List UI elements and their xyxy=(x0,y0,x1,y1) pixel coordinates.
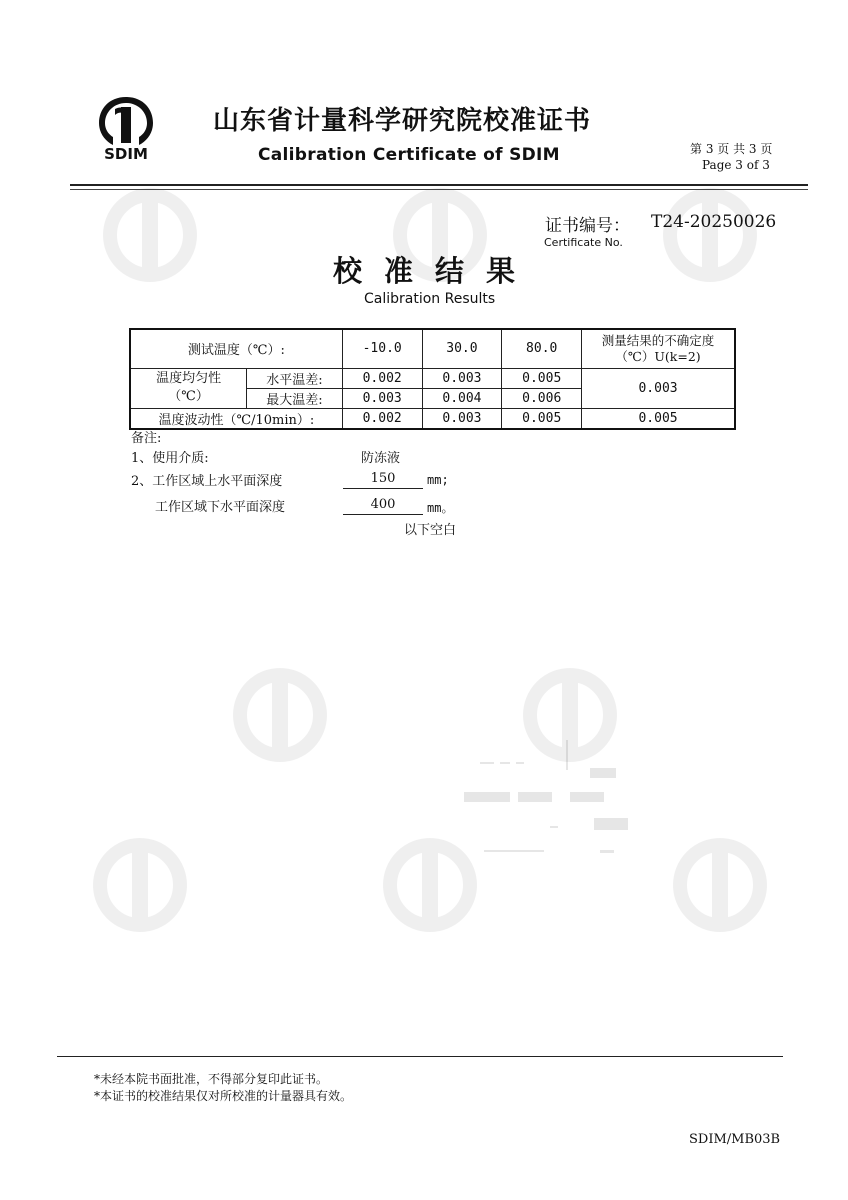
header-rule-thin xyxy=(70,189,808,190)
value-cell: 0.005 xyxy=(502,368,582,388)
header-rule-thick xyxy=(70,184,808,186)
certificate-number-label: 证书编号： xyxy=(545,216,630,236)
calibration-results-table xyxy=(129,328,736,430)
footer-note-2: *本证书的校准结果仅对所校准的计量器具有效。 xyxy=(94,1089,353,1103)
section-title-en: Calibration Results xyxy=(364,291,496,307)
notes-title: 备注: xyxy=(131,431,162,446)
uniformity-label-line1: 温度均匀性 xyxy=(156,371,222,386)
temp-cell: 30.0 xyxy=(422,329,502,368)
uncertainty-header-line1: 测量结果的不确定度 xyxy=(601,332,715,348)
fluctuation-label: 温度波动性（℃/10min）: xyxy=(130,408,342,429)
lower-depth-label: 工作区域下水平面深度 xyxy=(155,500,286,515)
logo-text: SDIM xyxy=(104,145,148,163)
uncertainty-header-line2: （℃）U(k=2) xyxy=(615,348,701,364)
watermark-logo xyxy=(650,180,770,300)
title-en: Calibration Certificate of SDIM xyxy=(258,145,560,165)
lower-depth-value: 400 xyxy=(343,497,423,515)
watermark-logo xyxy=(80,830,200,950)
upper-depth-label: 2、工作区域上水平面深度 xyxy=(131,474,283,489)
uncertainty-header xyxy=(582,329,735,368)
watermark-logo xyxy=(90,180,210,300)
certificate-number-label-en: Certificate No. xyxy=(544,236,623,249)
footer-note-1: *未经本院书面批准，不得部分复印此证书。 xyxy=(94,1072,329,1086)
uniformity-label xyxy=(130,368,247,408)
medium-value: 防冻液 xyxy=(361,451,401,466)
value-cell: 0.004 xyxy=(422,388,502,408)
value-cell: 0.002 xyxy=(342,368,422,388)
upper-depth-value: 150 xyxy=(343,471,423,489)
max-diff-label: 最大温差: xyxy=(247,388,343,408)
section-title-cn: 校准结果 xyxy=(333,254,538,288)
page-number-en: Page 3 of 3 xyxy=(702,158,770,172)
faded-stamp-graphic xyxy=(460,740,640,860)
uniformity-uncertainty: 0.003 xyxy=(582,368,735,408)
sdim-logo xyxy=(95,93,157,163)
value-cell: 0.006 xyxy=(502,388,582,408)
table-row xyxy=(130,408,735,429)
value-cell: 0.002 xyxy=(342,408,422,429)
temp-cell: 80.0 xyxy=(502,329,582,368)
page-number-cn: 第 3 页 共 3 页 xyxy=(690,142,773,156)
value-cell: 0.003 xyxy=(422,368,502,388)
lower-depth-unit: mm。 xyxy=(427,501,454,515)
value-cell: 0.003 xyxy=(342,388,422,408)
value-cell: 0.003 xyxy=(422,408,502,429)
temp-cell: -10.0 xyxy=(342,329,422,368)
table-row xyxy=(130,368,735,388)
footer-rule xyxy=(57,1056,783,1057)
title-cn: 山东省计量科学研究院校准证书 xyxy=(213,106,592,136)
uniformity-label-line2: （℃） xyxy=(168,389,209,404)
watermark-logo xyxy=(220,660,340,780)
medium-label: 1、使用介质: xyxy=(131,451,209,466)
blank-below-text: 以下空白 xyxy=(404,523,457,538)
fluctuation-uncertainty: 0.005 xyxy=(582,408,735,429)
watermark-logo xyxy=(660,830,780,950)
upper-depth-unit: mm; xyxy=(427,473,449,487)
form-code: SDIM/MB03B xyxy=(689,1132,781,1147)
horizontal-diff-label: 水平温差: xyxy=(247,368,343,388)
certificate-number: T24-20250026 xyxy=(651,212,777,232)
test-temperature-label: 测试温度（℃）: xyxy=(130,329,342,368)
table-row xyxy=(130,329,735,368)
value-cell: 0.005 xyxy=(502,408,582,429)
